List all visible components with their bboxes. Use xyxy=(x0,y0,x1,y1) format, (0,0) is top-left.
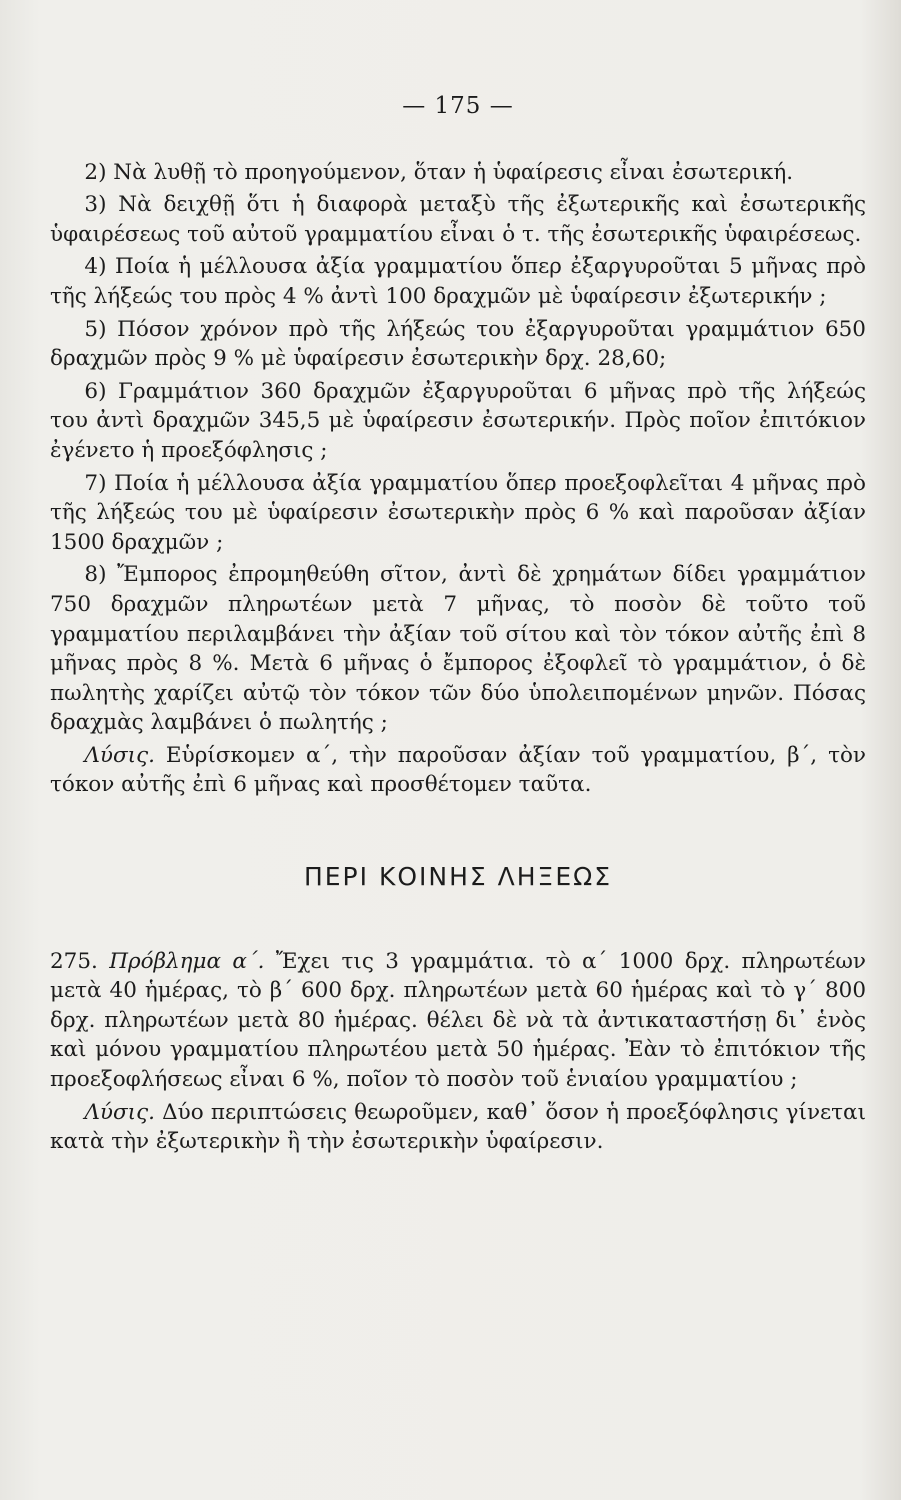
problem-275 xyxy=(50,947,866,1095)
exercise-2: 2) Νὰ λυθῇ τὸ προηγούμενον, ὅταν ἡ ὑφαίρεσις εἶναι ἐσωτερική. xyxy=(84,159,794,185)
solution-lead: Λύσις. xyxy=(84,742,155,768)
section-heading: ΠΕΡΙ ΚΟΙΝΗΣ ΛΗΞΕΩΣ xyxy=(303,862,613,892)
exercise-6: 6) Γραμμάτιον 360 δραχμῶν ἐξαργυροῦται 6 μῆνας πρὸ τῆς λήξεώς του ἀντὶ δραχμῶν 345,5 μὲ ὑφαίρεσιν ἐσωτερικήν. Πρὸς ποῖον ἐπιτόκιον ἐγένετο ἡ προεξόφλησις ; xyxy=(50,378,866,463)
page-text xyxy=(50,92,866,1157)
problem-lead: Πρόβλημα α΄. xyxy=(109,948,265,974)
solution-paragraph-2 xyxy=(50,1098,866,1157)
page-number: — 175 — xyxy=(402,93,514,119)
solution-2-lead: Λύσις. xyxy=(84,1099,155,1125)
exercise-3: 3) Νὰ δειχθῇ ὅτι ἡ διαφορὰ μεταξὺ τῆς ἐξωτερικῆς καὶ ἐσωτερικῆς ὑφαιρέσεως τοῦ αὐτοῦ γραμματίου εἶναι ὁ τ. τῆς ἐσωτερικῆς ὑφαιρέσεως. xyxy=(50,192,866,247)
exercise-5: 5) Πόσον χρόνον πρὸ τῆς λήξεώς του ἐξαργυροῦται γραμμάτιον 650 δραχμῶν πρὸς 9 % μὲ ὑφαίρεσιν ἐσωτερικὴν δρχ. 28,60; xyxy=(50,316,866,372)
problem-number: 275. xyxy=(50,948,98,974)
exercise-7: 7) Ποία ἡ μέλλουσα ἀξία γραμματίου ὅπερ προεξοφλεῖται 4 μῆνας πρὸ τῆς λήξεώς του μὲ ὑφαίρεσιν ἐσωτερικὴν πρὸς 6 % καὶ παροῦσαν ἀξίαν 1500 δραχμῶν ; xyxy=(50,470,866,555)
solution-text: Εὑρίσκομεν α΄, τὴν παροῦσαν ἀξίαν τοῦ γραμματίου, β΄, τὸν τόκον αὐτῆς ἐπὶ 6 μῆνας καὶ προσθέτομεν ταῦτα. xyxy=(50,742,866,798)
problem-text: Ἔχει τις 3 γραμμάτια. τὸ α΄ 1000 δρχ. πληρωτέων μετὰ 40 ἡμέρας, τὸ β΄ 600 δρχ. πληρωτέων μετὰ 60 ἡμέρας καὶ τὸ γ΄ 800 δρχ. πληρωτέων μετὰ 80 ἡμέρας. θέλει δὲ νὰ τὰ ἀντικαταστήσῃ δι᾽ ἑνὸς καὶ μόνου γραμματίου πληρωτέου μετὰ 50 ἡμέρας. Ἐὰν τὸ ἐπιτόκιον τῆς προεξοφλήσεως εἶναι 6 %, ποῖον τὸ ποσὸν τοῦ ἑνιαίου γραμματίου ; xyxy=(50,948,866,1093)
solution-paragraph xyxy=(50,741,866,800)
exercise-4: 4) Ποία ἡ μέλλουσα ἀξία γραμματίου ὅπερ ἐξαργυροῦται 5 μῆνας πρὸ τῆς λήξεώς του πρὸς 4 % ἀντὶ 100 δραχμῶν μὲ ὑφαίρεσιν ἐξωτερικήν ; xyxy=(50,254,866,309)
solution-2-text: Δύο περιπτώσεις θεωροῦμεν, καθ᾽ ὅσον ἡ προεξόφλησις γίνεται κατὰ τὴν ἐξωτερικὴν ἢ τὴν ἐσωτερικὴν ὑφαίρεσιν. xyxy=(50,1099,866,1155)
exercise-8: 8) Ἔμπορος ἐπρομηθεύθη σῖτον, ἀντὶ δὲ χρημάτων δίδει γραμμάτιον 750 δραχμῶν πληρωτέων μετὰ 7 μῆνας, τὸ ποσὸν δὲ τοῦτο τοῦ γραμματίου περιλαμβάνει τὴν ἀξίαν τοῦ σίτου καὶ τὸν τόκον αὐτῆς ἐπὶ 8 μῆνας πρὸς 8 %. Μετὰ 6 μῆνας ὁ ἔμπορος ἐξοφλεῖ τὸ γραμμάτιον, ὁ δὲ πωλητὴς χαρίζει αὐτῷ τὸν τόκον τῶν δύο ὑπολειπομένων μηνῶν. Πόσας δραχμὰς λαμβάνει ὁ πωλητής ; xyxy=(50,562,866,736)
